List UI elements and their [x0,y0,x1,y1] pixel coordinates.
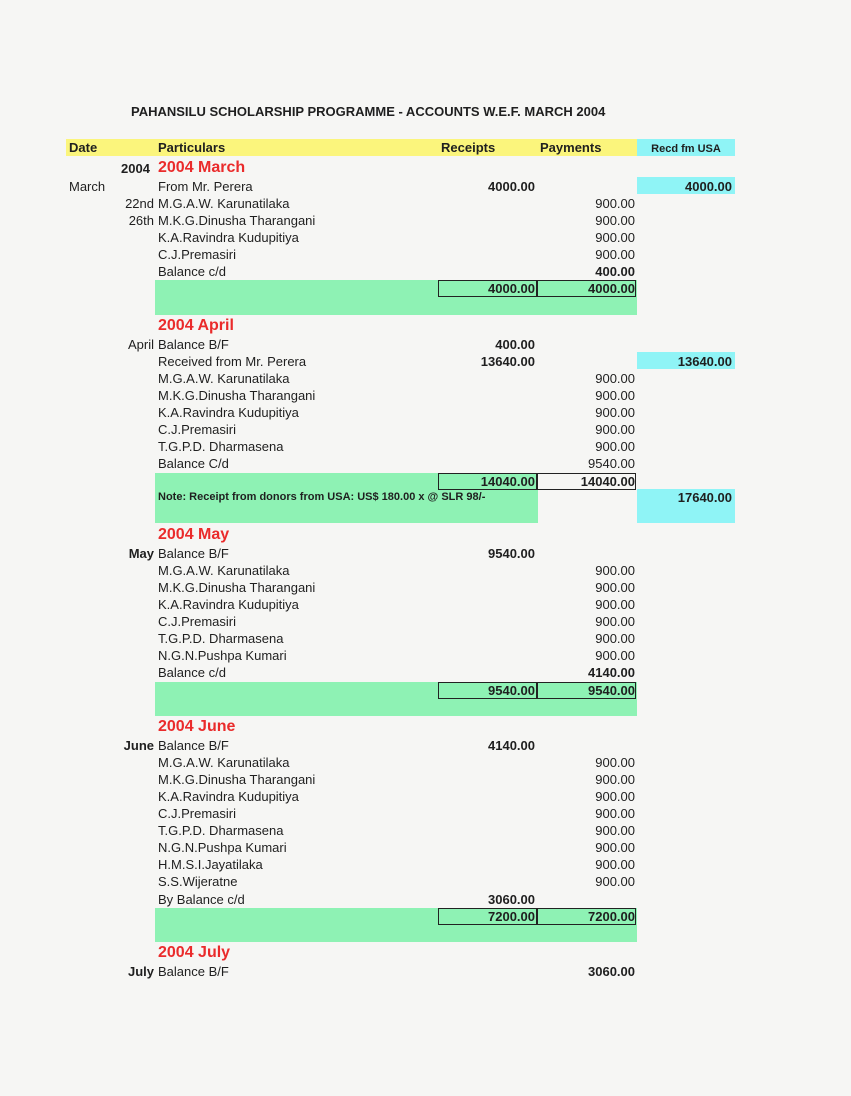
row-particular: M.G.A.W. Karunatilaka [158,196,290,211]
row-particular: M.K.G.Dinusha Tharangani [158,772,316,787]
row-payment: 900.00 [595,247,635,262]
row-particular: C.J.Premasiri [158,614,237,629]
row-date: July [127,964,154,979]
row-receipt: 4140.00 [488,738,535,753]
row-particular: K.A.Ravindra Kudupitiya [158,405,299,420]
header-payments: Payments [540,140,602,155]
row-date: 22nd [125,196,154,211]
row-payment: 900.00 [595,580,635,595]
row-particular: Balance C/d [158,456,229,471]
usa-total: 17640.00 [677,490,732,505]
row-particular: K.A.Ravindra Kudupitiya [158,789,299,804]
row-payment: 900.00 [595,823,635,838]
total-receipts: 9540.00 [488,683,535,698]
row-particular: Balance c/d [158,264,226,279]
page-title: PAHANSILU SCHOLARSHIP PROGRAMME - ACCOUNTS W.E.F. MARCH 2004 [131,104,606,119]
row-particular: M.G.A.W. Karunatilaka [158,755,290,770]
total-receipts: 4000.00 [488,281,535,296]
month-title-july: 2004 July [158,944,231,961]
row-particular: Received from Mr. Perera [158,354,307,369]
header-receipts: Receipts [441,140,496,155]
month-title-june: 2004 June [158,718,236,735]
row-payment: 900.00 [595,648,635,663]
row-receipt: 9540.00 [488,546,535,561]
row-payment: 400.00 [595,264,635,279]
row-particular: Balance B/F [158,337,229,352]
row-payment: 900.00 [595,631,635,646]
row-date: May [128,546,154,561]
row-payment: 900.00 [595,755,635,770]
row-receipt: 400.00 [495,337,535,352]
row-date: June [123,738,154,753]
row-payment: 900.00 [595,213,635,228]
total-payments: 4000.00 [588,281,635,296]
row-particular: H.M.S.I.Jayatilaka [158,857,263,872]
row-payment: 900.00 [595,196,635,211]
header-particulars: Particulars [158,140,226,155]
row-payment: 3060.00 [588,964,635,979]
row-particular: Balance c/d [158,665,226,680]
header-usa: Recd fm USA [651,143,721,155]
row-particular: M.K.G.Dinusha Tharangani [158,213,316,228]
row-payment: 900.00 [595,806,635,821]
row-payment: 900.00 [595,388,635,403]
row-particular: K.A.Ravindra Kudupitiya [158,597,299,612]
row-payment: 900.00 [595,597,635,612]
year-label: 2004 [121,161,150,176]
row-payment: 4140.00 [588,665,635,680]
total-payments: 9540.00 [588,683,635,698]
row-payment: 900.00 [595,439,635,454]
row-receipt: 3060.00 [488,892,535,907]
row-payment: 900.00 [595,563,635,578]
month-title-march: 2004 March [158,159,246,176]
row-particular: C.J.Premasiri [158,247,237,262]
row-usa: 13640.00 [677,354,732,369]
row-particular: C.J.Premasiri [158,422,237,437]
row-particular: M.G.A.W. Karunatilaka [158,371,290,386]
row-payment: 900.00 [595,772,635,787]
row-particular: Balance B/F [158,546,229,561]
row-payment: 900.00 [595,857,635,872]
row-date: 26th [128,213,154,228]
row-particular: C.J.Premasiri [158,806,237,821]
row-payment: 900.00 [595,840,635,855]
row-particular: N.G.N.Pushpa Kumari [158,648,287,663]
row-particular: K.A.Ravindra Kudupitiya [158,230,299,245]
row-payment: 900.00 [595,422,635,437]
row-particular: Balance B/F [158,964,229,979]
row-particular: Balance B/F [158,738,229,753]
row-usa: 4000.00 [685,179,732,194]
header-date: Date [69,140,98,155]
row-payment: 900.00 [595,371,635,386]
row-payment: 900.00 [595,789,635,804]
total-receipts: 7200.00 [488,909,535,924]
row-payment: 900.00 [595,614,635,629]
month-title-may: 2004 May [158,526,230,543]
row-payment: 900.00 [595,405,635,420]
row-date: April [127,337,154,352]
row-particular: T.G.P.D. Dharmasena [158,439,284,454]
total-payments: 7200.00 [588,909,635,924]
row-receipt: 4000.00 [488,179,535,194]
row-particular: By Balance c/d [158,892,245,907]
row-receipt: 13640.00 [480,354,535,369]
row-particular: N.G.N.Pushpa Kumari [158,840,287,855]
row-date: March [69,179,106,194]
row-particular: S.S.Wijeratne [158,874,238,889]
row-payment: 9540.00 [588,456,635,471]
row-payment: 900.00 [595,874,635,889]
month-title-april: 2004 April [158,317,234,334]
row-particular: T.G.P.D. Dharmasena [158,823,284,838]
row-particular: M.K.G.Dinusha Tharangani [158,580,316,595]
usa-note: Note: Receipt from donors from USA: US$ 180.00 x @ SLR 98/- [158,491,486,503]
row-particular: M.G.A.W. Karunatilaka [158,563,290,578]
row-particular: T.G.P.D. Dharmasena [158,631,284,646]
row-particular: M.K.G.Dinusha Tharangani [158,388,316,403]
row-particular: From Mr. Perera [158,179,253,194]
total-receipts: 14040.00 [480,474,535,489]
total-payments: 14040.00 [580,474,635,489]
row-payment: 900.00 [595,230,635,245]
